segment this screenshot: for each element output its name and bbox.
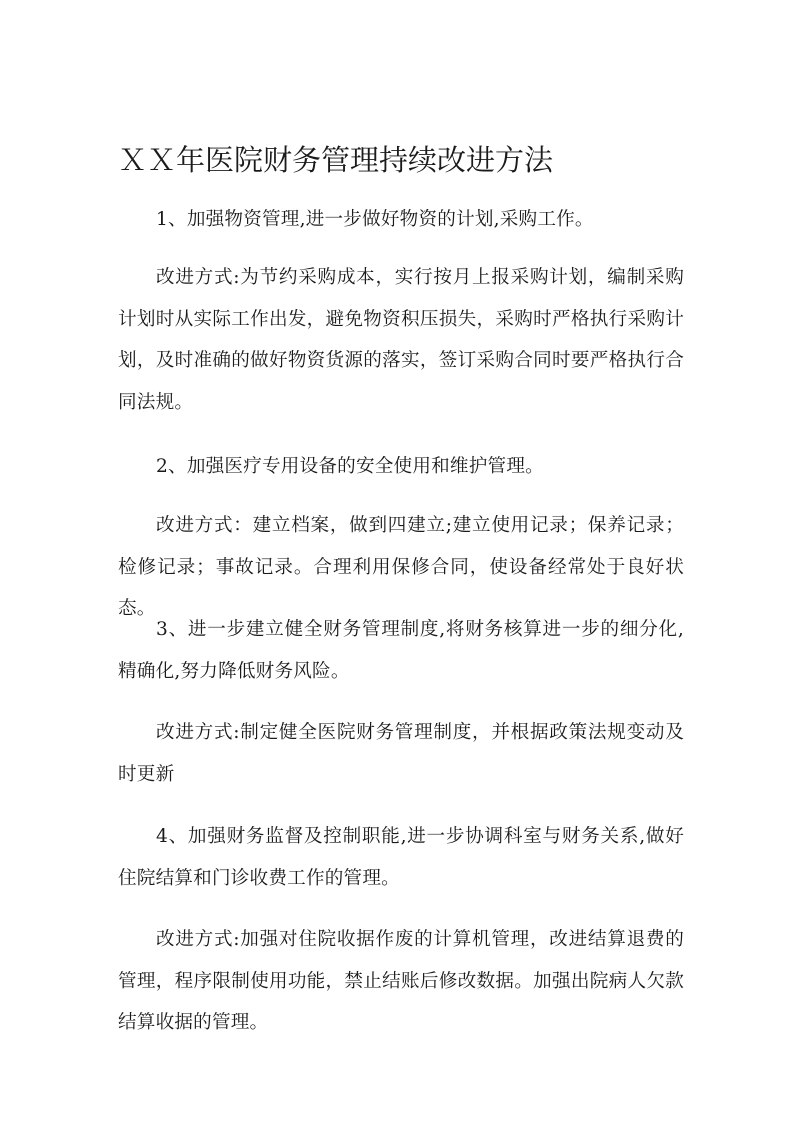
- section-3-heading: 3、进一步建立健全财务管理制度,将财务核算进一步的细分化,精确化,努力降低财务风险。: [118, 619, 684, 682]
- section-4-method: 改进方式:加强对住院收据作废的计算机管理，改进结算退费的管理，程序限制使用功能，禁止结账后修改数据。加强出院病人欠款结算收据的管理。: [118, 929, 684, 1033]
- section-2-heading: 2、加强医疗专用设备的安全使用和维护管理。: [156, 456, 544, 477]
- document-title: ＸＸ年医院财务管理持续改进方法: [118, 143, 554, 177]
- section-2-method: 改进方式：建立档案，做到四建立;建立使用记录；保养记录；检修记录；事故记录。合理利用保修合同，使设备经常处于良好状态。: [118, 515, 684, 619]
- section-1-heading: 1、加强物资管理,进一步做好物资的计划,采购工作。: [156, 209, 594, 230]
- section-4-heading: 4、加强财务监督及控制职能,进一步协调科室与财务关系,做好住院结算和门诊收费工作的管理。: [118, 826, 684, 889]
- section-1-method: 改进方式:为节约采购成本，实行按月上报采购计划，编制采购计划时从实际工作出发，避免物资积压损失，采购时严格执行采购计划，及时准确的做好物资货源的落实，签订采购合同时要严格执行合同法规。: [118, 267, 684, 413]
- section-3-method: 改进方式:制定健全医院财务管理制度，并根据政策法规变动及时更新: [118, 722, 684, 785]
